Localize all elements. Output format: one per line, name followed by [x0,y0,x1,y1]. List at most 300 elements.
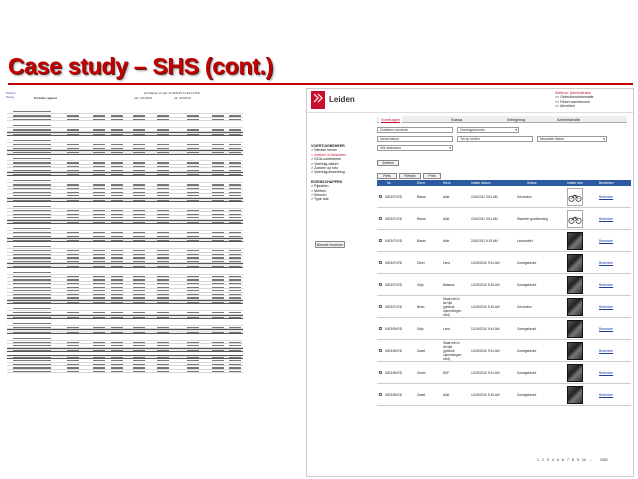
page-link[interactable]: 9 [577,458,579,462]
report-cell [13,290,51,291]
report-cell [111,140,123,141]
report-cell [133,140,145,141]
report-cell [187,279,199,280]
intake-photo[interactable] [567,364,583,382]
leiden-app-window [306,88,634,477]
report-cell [133,272,145,273]
report-cell [111,125,123,126]
report-cell [67,129,79,130]
tab-administratie[interactable]: Administratie [557,117,581,122]
report-cell [67,170,79,171]
report-cell [212,119,224,120]
report-cell [111,371,123,372]
report-cell [133,371,145,372]
report-cell [13,272,51,273]
intake-photo[interactable] [567,188,583,206]
report-cell [133,134,145,135]
sidebar-item-colors[interactable]: > Kleuren [311,193,327,198]
report-cell [187,327,199,328]
report-cell [229,206,241,207]
report-cell [13,317,51,318]
report-cell [157,312,169,313]
report-cell [157,162,169,163]
report-cell [93,174,105,175]
report-cell [13,214,51,215]
tab-fiets[interactable]: Fiets [377,173,397,179]
cell-nr: 000347LRD [385,283,403,287]
sidebar-item-bicycles[interactable]: > Rijwielen [311,184,329,189]
cell-kleur: Blauw [417,195,426,199]
report-cell [229,228,241,229]
report-cell [111,261,123,262]
report-cell [212,276,224,277]
cell-nr: 000347LRD [385,261,403,265]
cell-intake-date: 12/16/2010 9:15 AM [471,305,500,309]
report-cell [157,195,169,196]
report-cell [67,367,79,368]
leiden-logo-icon [311,91,325,109]
intake-photo[interactable] [567,386,583,404]
col-header-edit[interactable]: Bewerken [599,181,615,185]
report-cell [157,180,169,181]
report-cell [67,184,79,185]
report-cell [187,302,199,303]
report-cell [229,342,241,343]
report-cell [111,357,123,358]
page-link[interactable]: 4 [552,458,554,462]
report-cell [157,254,169,255]
report-cell [157,338,169,339]
row-checkbox[interactable] [379,371,382,374]
report-cell [111,266,123,267]
report-cell [229,210,241,211]
col-header-intake-photo[interactable]: Intake foto [567,181,583,185]
report-cell [111,283,123,284]
report-cell [111,257,123,258]
report-cell [157,134,169,135]
report-cell [133,357,145,358]
sidebar-item-photo-search[interactable]: > Zoeken op foto [311,166,339,171]
table-row[interactable] [377,186,631,208]
report-cell [93,287,105,288]
cell-kleur: Blauw [417,217,426,221]
page-link[interactable]: 10 [582,458,586,462]
intake-photo[interactable] [567,298,583,316]
report-cell [187,367,199,368]
page-link[interactable]: 7 [567,458,569,462]
report-cell [13,342,51,343]
row-checkbox[interactable] [379,393,382,396]
page-link[interactable]: 5 [557,458,559,462]
user-info-link[interactable]: >> Gebruikersinformatie [555,95,594,100]
report-cell [111,250,123,251]
tab-kassa[interactable]: Kassa [451,117,463,122]
from-date-input[interactable]: Vanaf datum [377,136,453,142]
row-checkbox[interactable] [379,239,382,242]
report-cell [133,276,145,277]
report-cell [212,188,224,189]
report-cell [111,246,123,247]
cell-kleur: Groen [417,371,426,375]
report-cell [212,317,224,318]
col-header-intake-date[interactable]: Intake datum [471,181,491,185]
cell-merk: Lend [443,261,451,265]
status-select-label: Alle statussen [380,146,402,150]
cell-kleur: Zwart [417,393,425,397]
report-cell [157,364,169,365]
report-cell [133,144,145,145]
table-row[interactable] [377,340,631,362]
report-cell [187,158,199,159]
edit-link[interactable]: Bewerken [599,283,614,287]
edit-link[interactable]: Bewerken [599,195,614,199]
report-cell [93,327,105,328]
report-cell [111,210,123,211]
report-cell [13,345,51,346]
report-cell [229,360,241,361]
report-cell [229,111,241,112]
report-cell [133,283,145,284]
table-row[interactable] [377,384,631,406]
report-cell [67,317,79,318]
report-cell [133,367,145,368]
report-cell [187,257,199,258]
report-cell [157,129,169,130]
report-cell [187,290,199,291]
report-cell [229,232,241,233]
report-cell [93,283,105,284]
report-cell [111,338,123,339]
cell-status: Gevonden [517,195,532,199]
col-header-merk[interactable]: Merk [443,181,451,185]
sidebar-item-vehicle-date[interactable]: > Voertuig-datum [311,161,339,166]
page-link[interactable]: ... [589,458,592,462]
cell-status: Gevonden [517,305,532,309]
table-row[interactable] [377,208,631,230]
intake-photo[interactable] [567,254,583,272]
page-link[interactable]: 6 [562,458,564,462]
report-cell [187,152,199,153]
report-cell [13,166,51,167]
report-cell [187,195,199,196]
report-cell [67,158,79,159]
table-row[interactable] [377,274,631,296]
report-cell [13,302,51,303]
status-select[interactable] [377,145,453,151]
cell-intake-date: 2/16/2011 9:51 AM [471,217,498,221]
vehicles-grid [377,180,631,406]
report-cell [157,228,169,229]
tab-weegbrug[interactable]: Weegbrug [507,117,526,122]
edit-link[interactable]: Bewerken [599,393,614,397]
edit-link[interactable]: Bewerken [599,327,614,331]
report-cell [93,338,105,339]
table-row[interactable] [377,362,631,384]
edit-link[interactable]: Bewerken [599,349,614,353]
report-cell [13,222,51,223]
report-cell [13,140,51,141]
row-checkbox[interactable] [379,261,382,264]
row-checkbox[interactable] [379,195,382,198]
report-cell [133,332,145,333]
sidebar-item-vehicle-processing[interactable]: > Voertuigverwerking [311,170,345,175]
sidebar-item-goa-check[interactable]: > GOA-controleren [311,157,342,162]
report-cell [67,327,79,328]
report-cell [93,254,105,255]
report-cell [67,148,79,149]
report-cell [67,357,79,358]
intake-photo[interactable] [567,276,583,294]
report-period-from: van: 4/1/2015 [134,96,153,100]
report-cell [13,266,51,267]
report-cell [212,364,224,365]
report-cell [13,312,51,313]
print-link[interactable]: Printen [6,91,16,95]
page-size-select[interactable]: 2000 [600,458,608,462]
report-cell [111,222,123,223]
cell-nr: 000349LRD [385,327,403,331]
cell-status: Goedgekeurd [517,349,537,353]
sidebar-item-search-edit[interactable]: > Zoeken & bewerken [311,152,347,157]
report-cell [187,228,199,229]
report-cell [111,174,123,175]
report-cell [157,115,169,116]
report-cell [67,195,79,196]
report-cell [93,302,105,303]
report-cell [93,246,105,247]
report-cell [229,357,241,358]
report-cell [13,206,51,207]
report-cell [229,294,241,295]
report-cell [157,166,169,167]
report-cell [212,140,224,141]
report-cell [67,236,79,237]
report-cell [93,261,105,262]
report-cell [157,184,169,185]
row-checkbox[interactable] [379,217,382,220]
report-cell [13,254,51,255]
to-date-input[interactable]: Tot op heden [457,136,533,142]
page-link[interactable]: 8 [572,458,574,462]
report-cell [229,261,241,262]
new-entry-button[interactable]: Nieuwe invoeren [316,243,344,247]
report-cell [93,158,105,159]
intake-photo[interactable] [567,232,583,250]
report-cell [212,332,224,333]
cell-nr: 000347LRD [385,195,403,199]
report-cell [93,162,105,163]
report-cell [111,272,123,273]
report-cell [229,317,241,318]
report-cell [187,357,199,358]
report-cell [212,257,224,258]
report-cell [212,308,224,309]
report-cell [212,287,224,288]
row-checkbox[interactable] [379,305,382,308]
col-header-status[interactable]: Status [527,181,537,185]
report-cell [157,152,169,153]
cell-nr: 000349LRD [385,349,403,353]
report-cell [111,217,123,218]
report-cell [133,115,145,116]
page-link[interactable]: 3 [547,458,549,462]
report-cell [67,371,79,372]
report-cell [111,188,123,189]
report-cell [133,308,145,309]
page-link[interactable]: 1 [537,458,539,462]
report-cell [157,360,169,361]
report-cell [212,240,224,241]
report-cell [157,290,169,291]
report-cell [133,210,145,211]
edit-link[interactable]: Bewerken [599,371,614,375]
report-cell [111,111,123,112]
report-cell [212,166,224,167]
row-checkbox[interactable] [379,349,382,352]
report-cell [187,332,199,333]
report-cell [111,327,123,328]
report-cell [187,111,199,112]
report-cell [212,367,224,368]
cell-intake-date: 12/16/2010 9:15 AM [471,283,500,287]
newest-date-select[interactable] [537,136,607,142]
report-cell [67,134,79,135]
report-cell [67,162,79,163]
report-cell [212,283,224,284]
report-cell [111,228,123,229]
report-cell [133,180,145,181]
report-cell [212,261,224,262]
report-cell [133,214,145,215]
cell-merk: Akkt [443,393,450,397]
edit-link[interactable]: Bewerken [599,305,614,309]
report-cell [187,342,199,343]
page-link[interactable]: 2 [542,458,544,462]
report-cell [187,217,199,218]
search-button[interactable]: Zoeken [377,160,399,166]
report-cell [212,214,224,215]
cell-intake-date: 2/16/2011 9:51 AM [471,195,498,199]
report-cell [133,297,145,298]
back-link[interactable]: Terug [6,95,14,99]
reset-password-link[interactable]: >> Reset wachtwoord [555,99,590,104]
report-cell [187,246,199,247]
report-cell [229,217,241,218]
report-cell [212,125,224,126]
report-cell [133,290,145,291]
report-cell [93,317,105,318]
report-cell [13,240,51,241]
chevron-down-icon: ▾ [603,137,605,141]
report-cell [93,129,105,130]
report-cell [187,236,199,237]
table-row[interactable] [377,296,631,318]
report-cell [13,308,51,309]
sidebar [311,125,371,202]
report-cell [111,317,123,318]
report-period-to: tot: 4/1/2015 [174,96,191,100]
report-cell [13,350,51,351]
report-cell [157,240,169,241]
report-cell [93,152,105,153]
report-cell [67,200,79,201]
report-cell [229,144,241,145]
report-cell [157,111,169,112]
report-cell [133,342,145,343]
cell-status: Goedgekeurd [517,283,537,287]
search-term-input[interactable]: Zoekterm invoeren [377,127,453,133]
sidebar-item-type-stal[interactable]: > Type stal [311,197,329,202]
cell-intake-date: 12/16/2010 9:14 AM [471,349,500,353]
report-cell [187,115,199,116]
report-cell [212,210,224,211]
report-cell [93,228,105,229]
bicycle-icon [568,211,582,227]
intake-photo[interactable] [567,320,583,338]
report-cell [187,162,199,163]
report-cell [93,111,105,112]
logout-link[interactable]: >> Afmelden [555,104,576,109]
report-cell [13,195,51,196]
report-cell [67,287,79,288]
cell-status: Goedgekeurd [517,261,537,265]
row-checkbox[interactable] [379,283,382,286]
report-cell [13,327,51,328]
report-cell [157,297,169,298]
report-cell [187,134,199,135]
report-cell [93,210,105,211]
edit-link[interactable]: Bewerken [599,261,614,265]
report-cell [93,125,105,126]
vehicle-number-select[interactable] [457,127,519,133]
report-cell [133,192,145,193]
sidebar-item-new-entry[interactable]: > Nieuwe invoer [311,148,337,153]
table-row[interactable] [377,230,631,252]
report-cell [111,170,123,171]
report-cell [13,192,51,193]
intake-photo[interactable] [567,210,583,228]
title-underline [8,83,633,85]
col-header-kleur[interactable]: Kleur [417,181,425,185]
cell-kleur: Zwart [417,349,425,353]
report-cell [67,360,79,361]
col-header-nr[interactable]: Nr. [387,181,392,185]
tab-voertuigen[interactable]: Voertuigen [381,117,401,122]
report-cell [212,342,224,343]
report-cell [133,317,145,318]
report-cell [187,297,199,298]
tab-print[interactable]: Print [423,173,441,179]
table-row[interactable] [377,252,631,274]
report-cell [13,287,51,288]
intake-photo[interactable] [567,342,583,360]
table-row[interactable] [377,318,631,340]
edit-link[interactable]: Bewerken [599,239,614,243]
report-header [4,90,244,108]
report-cell [229,240,241,241]
app-header [307,89,634,113]
report-cell [187,125,199,126]
tab-fietsen[interactable]: Fietsen [399,173,421,179]
report-cell [212,297,224,298]
row-checkbox[interactable] [379,327,382,330]
report-cell [13,232,51,233]
report-cell [13,360,51,361]
edit-link[interactable]: Bewerken [599,217,614,221]
report-cell [229,170,241,171]
sidebar-item-brands[interactable]: > Merken [311,188,327,193]
report-cell [212,158,224,159]
